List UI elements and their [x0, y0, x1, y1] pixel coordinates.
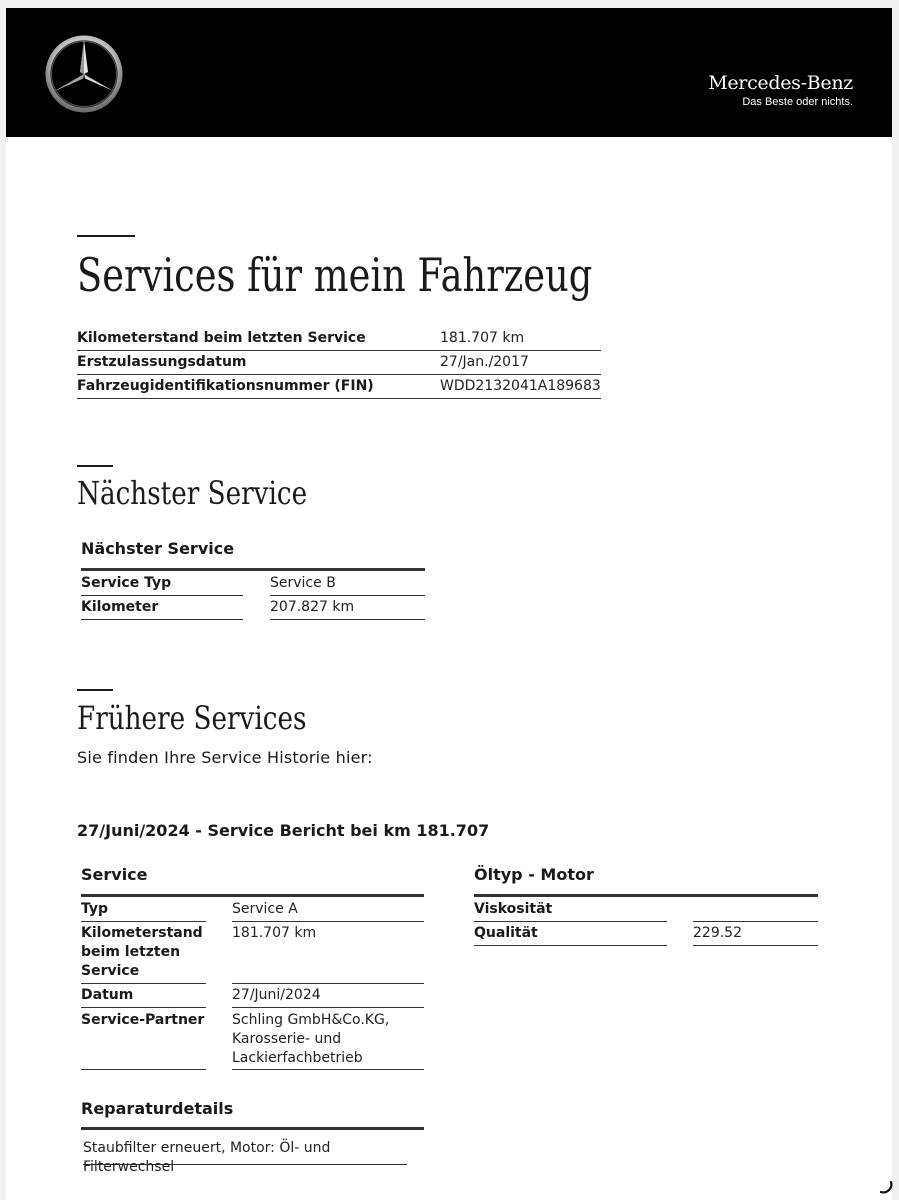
section-title-past-services: Frühere Services [77, 699, 307, 737]
brand-block [708, 72, 853, 109]
row-value: WDD2132041A189683 [440, 378, 601, 394]
section-divider [77, 689, 113, 691]
label-text: Kilometer [81, 599, 159, 615]
service-table-title: Service [81, 865, 148, 884]
row-label [81, 900, 206, 922]
table-top-rule [474, 894, 818, 897]
table-row [77, 376, 601, 399]
label-text: Service Typ [81, 575, 172, 591]
row-label [81, 598, 243, 620]
value-text: 27/Juni/2024 [232, 987, 321, 1003]
value-text: Schling GmbH&Co.KG, Karosserie- und Lackierfachbetrieb [232, 1012, 390, 1066]
value-text: Staubfilter erneuert, Motor: Öl- und Filterwechsel [83, 1140, 331, 1175]
label-text: Service-Partner [81, 1012, 205, 1028]
value-text: 181.707 km [232, 925, 317, 941]
label-text: Viskosität [474, 901, 553, 917]
row-label: Erstzulassungsdatum [77, 354, 247, 370]
table-top-rule [81, 568, 425, 571]
service-report-title: 27/Juni/2024 - Service Bericht bei km 181.707 [77, 821, 490, 840]
row-label [81, 1011, 206, 1070]
label-text: Datum [81, 987, 134, 1003]
row-label: Kilometerstand beim letzten Service [77, 330, 366, 346]
value-text: Service B [270, 575, 336, 591]
row-label [81, 574, 243, 596]
table-row [77, 328, 601, 351]
row-label: Fahrzeugidentifikationsnummer (FIN) [77, 378, 374, 394]
value-text: Service A [232, 901, 298, 917]
row-value [232, 1011, 424, 1070]
row-value [693, 900, 818, 922]
table-row [77, 352, 601, 375]
label-text: Qualität [474, 925, 538, 941]
row-label [81, 986, 206, 1008]
past-services-intro: Sie finden Ihre Service Historie hier: [77, 748, 373, 767]
label-text: Typ [81, 901, 109, 917]
table-top-rule [81, 894, 424, 897]
value-text: 229.52 [693, 925, 742, 941]
row-value [232, 924, 424, 984]
document-page [6, 8, 892, 1200]
table-top-rule [81, 1127, 424, 1130]
brand-name: Mercedes-Benz [708, 72, 853, 94]
brand-slogan: Das Beste oder nichts. [742, 96, 853, 108]
brand-header [6, 8, 892, 137]
row-label [474, 900, 667, 922]
oil-table-title: Öltyp - Motor [474, 865, 594, 884]
row-value [232, 986, 424, 1008]
loading-spinner-icon [879, 1180, 893, 1194]
row-value [270, 598, 425, 620]
section-divider [77, 465, 113, 467]
row-value: 27/Jan./2017 [440, 354, 529, 370]
row-value [693, 924, 818, 946]
section-title-next-service: Nächster Service [77, 474, 308, 512]
title-divider [77, 235, 135, 237]
row-label [474, 924, 667, 946]
repair-details-title: Reparaturdetails [81, 1099, 234, 1118]
row-value [232, 900, 424, 922]
label-text: Kilometerstand beim letzten Service [81, 925, 203, 979]
next-service-table-title: Nächster Service [81, 539, 235, 558]
row-value: 181.707 km [440, 330, 525, 346]
three-pointed-star-icon [44, 34, 124, 114]
row-value [270, 574, 425, 596]
row-label [81, 924, 206, 984]
repair-details-text [83, 1139, 407, 1175]
page-title: Services für mein Fahrzeug [77, 248, 593, 302]
value-text: 207.827 km [270, 599, 355, 615]
